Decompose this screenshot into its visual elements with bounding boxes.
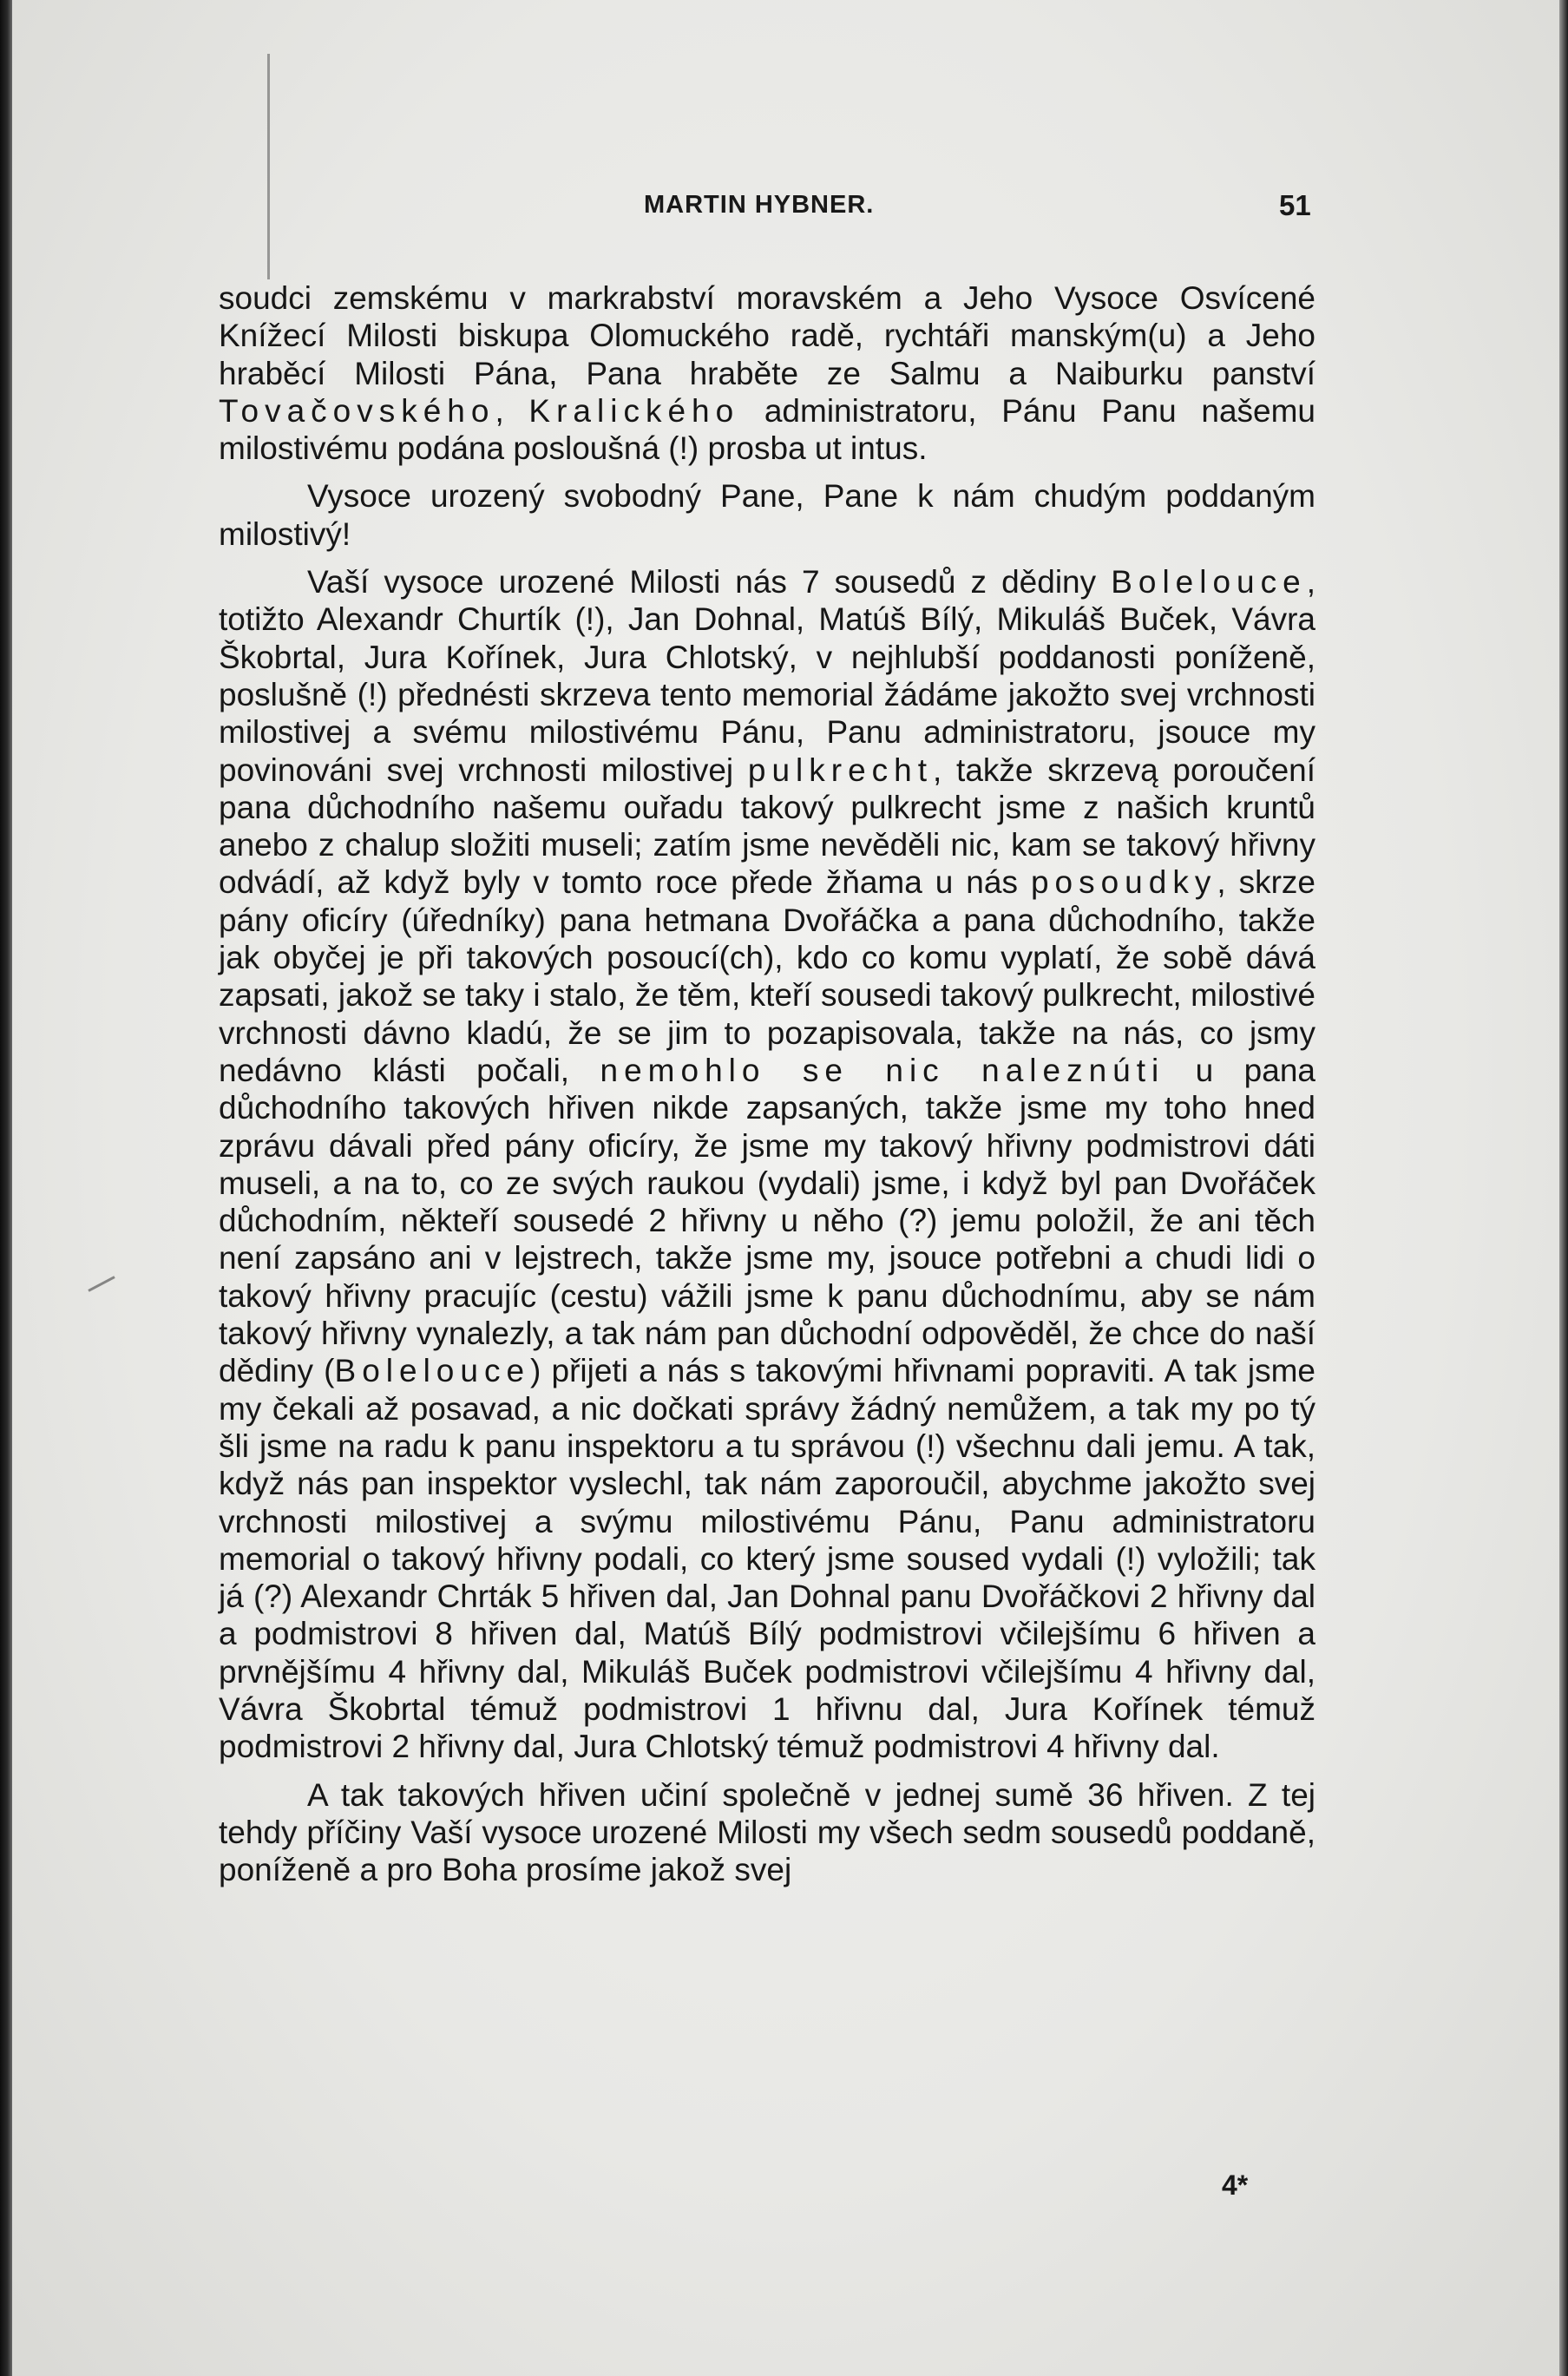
spaced-emphasis: pulkrecht — [747, 752, 934, 788]
text-run: administratoru, Pánu Panu našemu milostivému podána posloušná (!) prosba ut intus. — [219, 392, 1315, 467]
text-run: A tak takových hřiven učiní společně v jednej sumě 36 hřiven. Z tej tehdy příčiny Vaší vysoce urozené Milosti my všech sedm sousedů poddaně, poníženě a pro Boha prosíme jakož svej — [219, 1776, 1315, 1888]
spaced-emphasis: posoudky — [1030, 864, 1217, 901]
paragraph — [219, 477, 1315, 553]
spaced-emphasis: Bolelouce — [334, 1353, 531, 1389]
text-run: soudci zemskému v markrabství moravském a Jeho Vysoce Osvícené Knížecí Milosti biskupa Olomuckého radě, rychtáři manským(u) a Jeho hraběcí Milosti Pána, Pana hraběte ze Salmu a Naiburku panství — [219, 280, 1315, 391]
text-run: Vaší vysoce urozené Milosti nás 7 sousedů z dědiny — [307, 564, 1112, 601]
text-run: Vysoce urozený svobodný Pane, Pane k nám chudým poddaným milostivý! — [219, 478, 1315, 552]
paragraph — [219, 1776, 1315, 1889]
text-run: u pana důchodního takových hřiven nikde zapsaných, takže jsme my toho hned zprávu dávali před pány oficíry, že jsme my takový hřivny podmistrovi dáti museli, a na to, co ze svých raukou (vydali) jsme, i když byl pan Dvořáček důchodním, někteří sousedé 2 hřivny u něho (?) jemu položil, že ani těch není zapsáno ani v lejstrech, takže jsme my, jsouce potřebni a chudi lidi o takový hřivny pracujíc (cestu) vážili jsme k panu důchodnímu, aby se nám takový hřivny vynalezly, a tak nám pan důchodní odpověděl, že chce do naší dědiny ( — [219, 1052, 1315, 1389]
margin-tick-mark — [88, 1276, 115, 1292]
scan-edge-left — [0, 0, 12, 2376]
spaced-emphasis: nemohlo se nic naleznúti — [600, 1052, 1165, 1088]
spaced-emphasis: Kralického — [528, 392, 740, 429]
running-head: MARTIN HYBNER. — [644, 191, 875, 219]
text-run: , — [495, 392, 529, 429]
margin-mark — [267, 54, 270, 279]
scan-edge-right — [1559, 0, 1568, 2376]
body-text — [219, 279, 1315, 1899]
text-run: , skrze pány oficíry (úředníky) pana hetmana Dvořáčka a pana důchodního, takže jak obyčej je při takových posoucí(ch), kdo co komu vyplatí, že sobě dává zapsati, jakož se taky i stalo, že těm, kteří sousedi takový pulkrecht, milostivé vrchnosti dávno kladú, že se jim to pozapisovala, takže na nás, co jsmy nedávno klásti počali, — [219, 864, 1315, 1088]
spaced-emphasis: Tovačovského — [219, 392, 495, 429]
page-number: 51 — [1279, 189, 1311, 221]
text-run: , takže skrzevą poroučení pana důchodního našemu ouřadu takový pulkrecht jsme z našich kruntů anebo z chalup složiti museli; zatím jsme nevěděli nic, kam se takový hřivny odvádí, až když byly v tomto roce přede žňama u nás — [219, 752, 1315, 901]
spaced-emphasis: Bolelouce — [1111, 564, 1307, 601]
text-run: , totižto Alexandr Churtík (!), Jan Dohnal, Matúš Bílý, Mikuláš Buček, Vávra Škobrtal, Jura Kořínek, Jura Chlotský, v nejhlubší poddanosti poníženě, poslušně (!) přednésti skrzeva tento memorial žádáme jakožto svej vrchnosti milostivej a svému milostivému Pánu, Panu administratoru, jsouce my povinováni svej vrchnosti milostivej — [219, 564, 1315, 788]
paragraph — [219, 279, 1315, 467]
text-run: ) přijeti a nás s takovými hřivnami popraviti. A tak jsme my čekali až posavad, a nic dočkati správy žádný nemůžem, a tak my po tý šli jsme na radu k panu inspektoru a tu správou (!) všechnu dali jemu. A tak, když nás pan inspektor vyslechl, tak nám zaporoučil, abychme jakožto svej vrchnosti milostivej a svýmu milostivému Pánu, Panu administratoru memorial o takový hřivny podali, co který jsme soused vydali (!) vyložili; tak já (?) Alexandr Chrták 5 hřiven dal, Jan Dohnal panu Dvořáčkovi 2 hřivny dal a podmistrovi 8 hřiven dal, Matúš Bílý podmistrovi včilejšímu 6 hřiven a prvnějšímu 4 hřivny dal, Mikuláš Buček podmistrovi včilejšímu 4 hřivny dal, Vávra Škobrtal témuž podmistrovi 1 hřivnu dal, Jura Kořínek témuž podmistrovi 2 hřivny dal, Jura Chlotský témuž podmistrovi 4 hřivny dal. — [219, 1353, 1316, 1765]
paragraph — [219, 563, 1315, 1766]
signature-mark: 4* — [1222, 2169, 1249, 2201]
